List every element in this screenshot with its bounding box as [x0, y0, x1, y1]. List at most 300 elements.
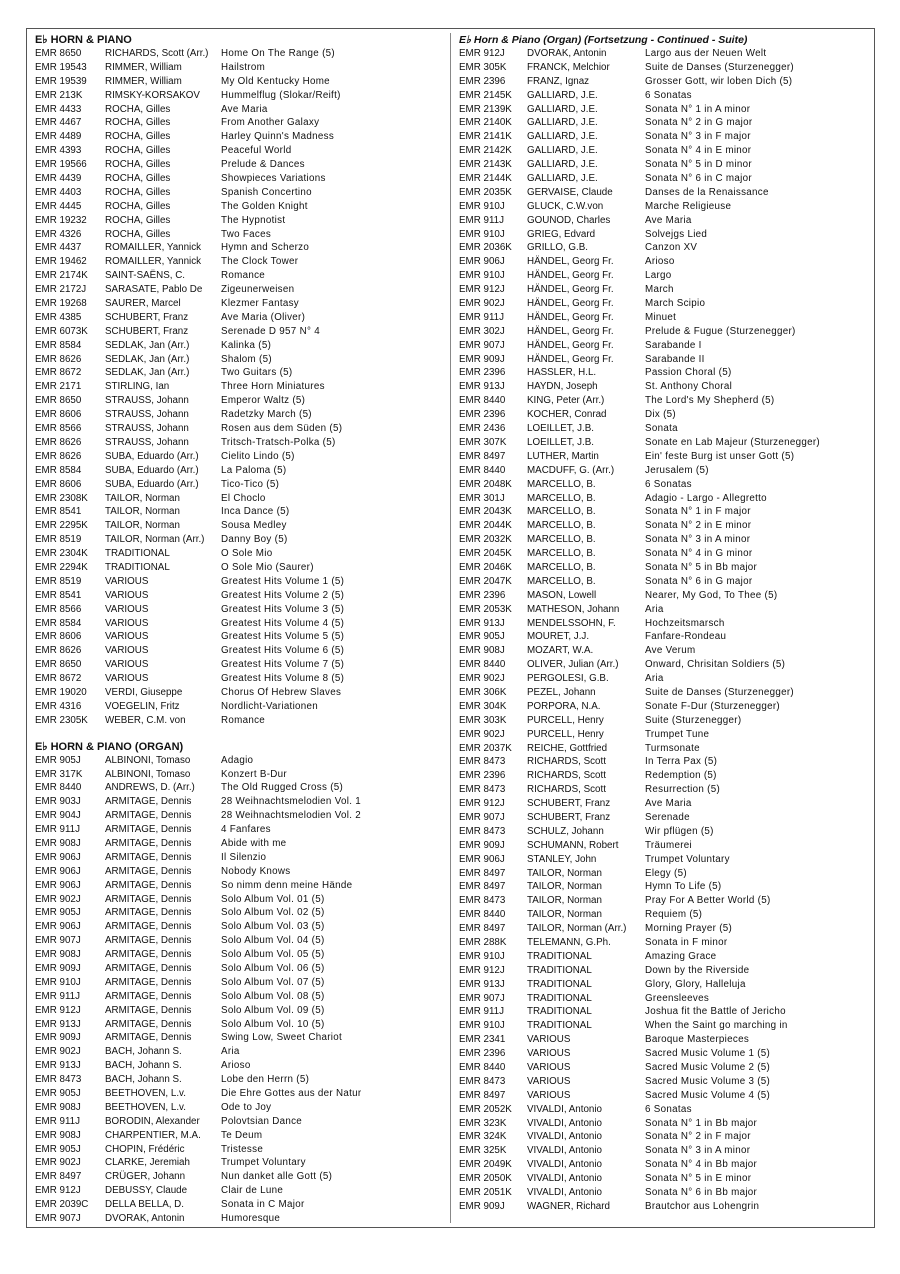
catalog-entry — [35, 630, 443, 644]
catalog-entry — [459, 1005, 869, 1019]
catalog-number: EMR 8626 — [35, 450, 82, 462]
catalog-entry — [35, 228, 443, 242]
work-title: Sacred Music Volume 4 (5) — [645, 1089, 771, 1101]
work-title: Requiem (5) — [645, 909, 703, 921]
catalog-entry — [35, 269, 443, 283]
composer-name: VIVALDI, Antonio — [527, 1131, 602, 1143]
catalog-number: EMR 910J — [459, 200, 505, 212]
catalog-number: EMR 8440 — [459, 464, 506, 476]
section-spacer — [35, 728, 443, 740]
composer-name: TAILOR, Norman — [527, 881, 602, 893]
work-title: 6 Sonatas — [645, 478, 692, 490]
work-title: Marche Religieuse — [645, 200, 732, 212]
composer-name: TAILOR, Norman — [527, 909, 602, 921]
catalog-entry — [35, 519, 443, 533]
catalog-number: EMR 905J — [35, 1143, 81, 1155]
work-title: Sonata N° 6 in Bb major — [645, 1187, 758, 1199]
catalog-number: EMR 2174K — [35, 270, 88, 282]
composer-name: VIVALDI, Antonio — [527, 1173, 602, 1185]
composer-name: FRANCK, Melchior — [527, 61, 610, 73]
composer-name: SARASATE, Pablo De — [105, 284, 203, 296]
composer-name: SCHUBERT, Franz — [527, 811, 611, 823]
catalog-entry — [35, 851, 443, 865]
work-title: Aria — [221, 1046, 240, 1058]
catalog-number: EMR 2051K — [459, 1187, 512, 1199]
composer-name: CHARPENTIER, M.A. — [105, 1129, 201, 1141]
work-title: My Old Kentucky Home — [221, 75, 330, 87]
work-title: Two Guitars (5) — [221, 367, 293, 379]
catalog-entry — [459, 658, 869, 672]
catalog-entry — [35, 879, 443, 893]
work-title: Hymn To Life (5) — [645, 881, 722, 893]
catalog-entry — [35, 700, 443, 714]
catalog-number: EMR 4326 — [35, 228, 82, 240]
composer-name: GALLIARD, J.E. — [527, 89, 598, 101]
catalog-number: EMR 8497 — [459, 1089, 506, 1101]
work-title: Humoresque — [221, 1213, 281, 1225]
work-title: St. Anthony Choral — [645, 381, 733, 393]
work-title: Redemption (5) — [645, 770, 717, 782]
composer-name: KOCHER, Conrad — [527, 409, 607, 421]
work-title: Aria — [645, 603, 664, 615]
composer-name: HÄNDEL, Georg Fr. — [527, 353, 614, 365]
catalog-entry — [35, 533, 443, 547]
catalog-entry — [459, 214, 869, 228]
catalog-number: EMR 4439 — [35, 173, 82, 185]
work-title: Die Ehre Gottes aus der Natur — [221, 1088, 362, 1100]
catalog-number: EMR 4467 — [35, 117, 82, 129]
catalog-entry — [459, 908, 869, 922]
catalog-number: EMR 8626 — [35, 645, 82, 657]
catalog-entry — [459, 992, 869, 1006]
catalog-number: EMR 19566 — [35, 159, 87, 171]
catalog-entry — [35, 1045, 443, 1059]
composer-name: SEDLAK, Jan (Arr.) — [105, 353, 190, 365]
work-title: Solo Album Vol. 09 (5) — [221, 1004, 325, 1016]
catalog-number: EMR 910J — [459, 270, 505, 282]
catalog-number: EMR 909J — [35, 963, 81, 974]
composer-name: PORPORA, N.A. — [527, 700, 601, 712]
catalog-number: EMR 4403 — [35, 186, 82, 198]
work-title: Sonata N° 2 in F major — [645, 1131, 751, 1143]
catalog-entry — [35, 1170, 443, 1184]
catalog-entry — [35, 130, 443, 144]
catalog-number: EMR 8440 — [459, 659, 506, 671]
work-title: Emperor Waltz (5) — [221, 395, 306, 407]
composer-name: RICHARDS, Scott — [527, 784, 606, 796]
catalog-entry — [459, 575, 869, 589]
composer-name: GOUNOD, Charles — [527, 214, 611, 226]
catalog-number: EMR 8606 — [35, 478, 82, 490]
composer-name: TAILOR, Norman (Arr.) — [105, 534, 205, 546]
catalog-entry — [35, 200, 443, 214]
catalog-number: EMR 905J — [35, 1088, 81, 1100]
composer-name: ARMITAGE, Dennis — [105, 1004, 192, 1016]
catalog-entry — [459, 1089, 869, 1103]
work-title: La Paloma (5) — [221, 464, 287, 476]
composer-name: OLIVER, Julian (Arr.) — [527, 659, 619, 671]
catalog-number: EMR 912J — [459, 284, 505, 296]
catalog-entry — [459, 269, 869, 283]
catalog-entry — [459, 366, 869, 380]
work-title: Greatest Hits Volume 7 (5) — [221, 659, 345, 671]
catalog-entry — [459, 964, 869, 978]
work-title: So nimm denn meine Hände — [221, 879, 353, 891]
catalog-number: EMR 2172J — [35, 284, 87, 296]
catalog-entry — [35, 311, 443, 325]
catalog-number: EMR 301J — [459, 492, 505, 504]
work-title: Sonata N° 4 in Bb major — [645, 1159, 758, 1171]
work-title: Sonata N° 1 in F major — [645, 506, 751, 518]
composer-name: MARCELLO, B. — [527, 561, 596, 573]
composer-name: ARMITAGE, Dennis — [105, 963, 192, 974]
composer-name: TAILOR, Norman — [527, 867, 602, 879]
composer-name: ROCHA, Gilles — [105, 103, 171, 115]
catalog-entry — [459, 1019, 869, 1033]
work-title: Abide with me — [221, 837, 287, 849]
composer-name: SUBA, Eduardo (Arr.) — [105, 450, 199, 462]
catalog-number: EMR 19232 — [35, 214, 87, 226]
work-title: Solo Album Vol. 04 (5) — [221, 935, 325, 947]
catalog-entry — [459, 1172, 869, 1186]
catalog-entry — [35, 214, 443, 228]
left-column — [35, 33, 443, 1226]
catalog-entry — [459, 797, 869, 811]
catalog-number: EMR 8497 — [459, 881, 506, 893]
work-title: Träumerei — [645, 839, 692, 851]
catalog-number: EMR 4433 — [35, 103, 82, 115]
catalog-entry — [459, 533, 869, 547]
catalog-entry — [459, 561, 869, 575]
work-title: Sonata N° 5 in D minor — [645, 159, 752, 171]
catalog-entry — [35, 144, 443, 158]
composer-name: ARMITAGE, Dennis — [105, 935, 192, 947]
catalog-number: EMR 902J — [35, 893, 81, 905]
work-title: Down by the Riverside — [645, 964, 750, 976]
catalog-entry — [35, 1087, 443, 1101]
catalog-number: EMR 912J — [459, 48, 505, 59]
catalog-number: EMR 2044K — [459, 520, 512, 532]
work-title: Baroque Masterpieces — [645, 1034, 750, 1046]
composer-name: VARIOUS — [105, 631, 149, 643]
work-title: Sonate F-Dur (Sturzenegger) — [645, 700, 780, 712]
work-title: Tritsch-Tratsch-Polka (5) — [221, 436, 336, 448]
catalog-entry — [35, 962, 443, 976]
catalog-number: EMR 902J — [459, 673, 505, 685]
catalog-number: EMR 8541 — [35, 506, 82, 518]
catalog-number: EMR 910J — [459, 1020, 505, 1032]
composer-name: BACH, Johann S. — [105, 1074, 182, 1086]
composer-name: ARMITAGE, Dennis — [105, 990, 192, 1002]
work-title: 28 Weihnachtsmelodien Vol. 1 — [221, 796, 362, 808]
catalog-entry — [35, 754, 443, 768]
catalog-number: EMR 908J — [35, 949, 81, 961]
catalog-number: EMR 911J — [35, 990, 81, 1002]
work-title: Trumpet Tune — [645, 728, 710, 740]
catalog-entry — [459, 686, 869, 700]
catalog-number: EMR 213K — [35, 89, 83, 101]
composer-name: MARCELLO, B. — [527, 506, 596, 518]
work-title: Hochzeitsmarsch — [645, 617, 725, 629]
composer-name: VIVALDI, Antonio — [527, 1117, 602, 1129]
catalog-entry — [459, 603, 869, 617]
work-title: Inca Dance (5) — [221, 506, 290, 518]
catalog-entry — [459, 61, 869, 75]
catalog-number: EMR 8626 — [35, 353, 82, 365]
work-title: Chorus Of Hebrew Slaves — [221, 686, 342, 698]
catalog-entry — [35, 990, 443, 1004]
catalog-entry — [35, 1184, 443, 1198]
composer-name: DVORAK, Antonin — [527, 48, 607, 59]
catalog-number: EMR 8584 — [35, 617, 82, 629]
catalog-number: EMR 2039C — [35, 1199, 89, 1211]
work-title: Hailstrom — [221, 61, 266, 73]
work-title: The Old Rugged Cross (5) — [221, 782, 344, 794]
composer-name: REICHE, Gottfried — [527, 742, 608, 754]
composer-name: VARIOUS — [105, 659, 149, 671]
section-heading: E♭ Horn & Piano (Organ) (Fortsetzung - Continued - Suite) — [459, 34, 748, 46]
catalog-number: EMR 2396 — [459, 1048, 506, 1060]
catalog-number: EMR 910J — [459, 950, 505, 962]
work-title: Zigeunerweisen — [221, 284, 295, 296]
work-title: Lobe den Herrn (5) — [221, 1074, 310, 1086]
work-title: Peaceful World — [221, 145, 292, 157]
catalog-entry — [35, 865, 443, 879]
catalog-entry — [459, 769, 869, 783]
catalog-number: EMR 8606 — [35, 631, 82, 643]
catalog-entry — [459, 422, 869, 436]
catalog-entry — [35, 1018, 443, 1032]
composer-name: RICHARDS, Scott — [527, 756, 606, 768]
catalog-number: EMR 904J — [35, 810, 81, 822]
work-title: When the Saint go marching in — [645, 1020, 788, 1032]
work-title: Prelude & Fugue (Sturzenegger) — [645, 325, 796, 337]
catalog-entry — [459, 89, 869, 103]
work-title: Sonata N° 4 in G minor — [645, 548, 753, 560]
catalog-entry — [459, 1075, 869, 1089]
composer-name: MOZART, W.A. — [527, 645, 594, 657]
composer-name: TAILOR, Norman — [105, 492, 180, 504]
composer-name: ARMITAGE, Dennis — [105, 949, 192, 961]
catalog-number: EMR 8584 — [35, 339, 82, 351]
work-title: Solvejgs Lied — [645, 228, 708, 240]
catalog-number: EMR 905J — [35, 754, 81, 766]
catalog-entry — [459, 880, 869, 894]
catalog-entry — [459, 492, 869, 506]
work-title: In Terra Pax (5) — [645, 756, 718, 768]
work-title: Ave Verum — [645, 645, 696, 657]
composer-name: RICHARDS, Scott (Arr.) — [105, 48, 209, 59]
composer-name: PURCELL, Henry — [527, 728, 604, 740]
composer-name: ROCHA, Gilles — [105, 200, 171, 212]
catalog-entry — [459, 325, 869, 339]
work-title: Sarabande I — [645, 339, 702, 351]
composer-name: ROCHA, Gilles — [105, 173, 171, 185]
composer-name: TRADITIONAL — [527, 950, 592, 962]
catalog-number: EMR 902J — [35, 1157, 81, 1169]
catalog-number: EMR 2043K — [459, 506, 512, 518]
catalog-number: EMR 911J — [459, 1006, 505, 1018]
catalog-number: EMR 4316 — [35, 700, 82, 712]
catalog-number: EMR 906J — [35, 851, 81, 863]
composer-name: GALLIARD, J.E. — [527, 145, 598, 157]
composer-name: HÄNDEL, Georg Fr. — [527, 298, 614, 310]
composer-name: ARMITAGE, Dennis — [105, 837, 192, 849]
work-title: Greatest Hits Volume 4 (5) — [221, 617, 345, 629]
catalog-entry — [459, 241, 869, 255]
work-title: Danses de la Renaissance — [645, 186, 769, 198]
composer-name: BACH, Johann S. — [105, 1046, 182, 1058]
catalog-entry — [35, 89, 443, 103]
work-title: Solo Album Vol. 10 (5) — [221, 1018, 325, 1030]
catalog-number: EMR 19268 — [35, 298, 87, 310]
catalog-entry — [35, 505, 443, 519]
composer-name: ROCHA, Gilles — [105, 228, 171, 240]
catalog-entry — [35, 422, 443, 436]
composer-name: VARIOUS — [527, 1075, 571, 1087]
work-title: Sonata — [645, 423, 678, 435]
composer-name: ARMITAGE, Dennis — [105, 865, 192, 877]
work-title: Three Horn Miniatures — [221, 381, 325, 393]
composer-name: SEDLAK, Jan (Arr.) — [105, 339, 190, 351]
composer-name: HASSLER, H.L. — [527, 367, 597, 379]
work-title: Turmsonate — [645, 742, 700, 754]
work-title: Sonata N° 5 in Bb major — [645, 561, 758, 573]
composer-name: BEETHOVEN, L.v. — [105, 1101, 186, 1113]
composer-name: SUBA, Eduardo (Arr.) — [105, 464, 199, 476]
catalog-entry — [459, 353, 869, 367]
catalog-entry — [35, 547, 443, 561]
work-title: Nordlicht-Variationen — [221, 700, 319, 712]
work-title: 28 Weihnachtsmelodien Vol. 2 — [221, 810, 362, 822]
work-title: Greatest Hits Volume 5 (5) — [221, 631, 345, 643]
catalog-number: EMR 288K — [459, 937, 507, 948]
work-title: Sonata N° 2 in E minor — [645, 520, 752, 532]
catalog-number: EMR 2142K — [459, 145, 512, 157]
catalog-number: EMR 303K — [459, 714, 507, 726]
work-title: Ein' feste Burg ist unser Gott (5) — [645, 450, 795, 462]
catalog-number: EMR 906J — [459, 853, 505, 865]
catalog-number: EMR 912J — [35, 1004, 81, 1016]
work-title: Sonate en Lab Majeur (Sturzenegger) — [645, 436, 820, 448]
catalog-number: EMR 910J — [35, 976, 81, 988]
catalog-entry — [35, 116, 443, 130]
composer-name: ARMITAGE, Dennis — [105, 921, 192, 933]
catalog-number: EMR 913J — [35, 1060, 81, 1072]
composer-name: DVORAK, Antonin — [105, 1213, 185, 1225]
composer-name: HÄNDEL, Georg Fr. — [527, 270, 614, 282]
work-title: Danny Boy (5) — [221, 534, 288, 546]
catalog-number: EMR 4489 — [35, 131, 82, 143]
work-title: Passion Choral (5) — [645, 367, 732, 379]
catalog-number: EMR 8497 — [459, 450, 506, 462]
catalog-number: EMR 913J — [459, 381, 505, 393]
catalog-number: EMR 2047K — [459, 575, 512, 587]
catalog-entry — [35, 1212, 443, 1226]
catalog-entry — [35, 47, 443, 61]
work-title: Serenade — [645, 811, 690, 823]
work-title: Pray For A Better World (5) — [645, 895, 771, 907]
work-title: 6 Sonatas — [645, 89, 692, 101]
catalog-number: EMR 2036K — [459, 242, 512, 254]
work-title: Sonata N° 3 in F major — [645, 131, 751, 143]
catalog-entry — [459, 714, 869, 728]
catalog-entry — [35, 1115, 443, 1129]
catalog-entry — [459, 894, 869, 908]
catalog-entry — [35, 186, 443, 200]
catalog-number: EMR 2436 — [459, 423, 506, 435]
catalog-entry — [459, 75, 869, 89]
work-title: Greensleeves — [645, 992, 710, 1004]
catalog-number: EMR 907J — [459, 811, 505, 823]
composer-name: GALLIARD, J.E. — [527, 103, 598, 115]
work-title: Sonata N° 4 in E minor — [645, 145, 752, 157]
work-title: Suite de Danses (Sturzenegger) — [645, 61, 794, 73]
catalog-number: EMR 908J — [459, 645, 505, 657]
catalog-number: EMR 913J — [459, 978, 505, 990]
work-title: Aria — [645, 673, 664, 685]
catalog-number: EMR 911J — [459, 311, 505, 323]
catalog-entry — [35, 297, 443, 311]
catalog-number: EMR 8672 — [35, 673, 82, 685]
work-title: Resurrection (5) — [645, 784, 721, 796]
catalog-entry — [459, 547, 869, 561]
work-title: Solo Album Vol. 08 (5) — [221, 990, 325, 1002]
catalog-entry — [35, 672, 443, 686]
work-title: Nun danket alle Gott (5) — [221, 1171, 333, 1183]
catalog-entry — [35, 241, 443, 255]
catalog-number: EMR 2295K — [35, 520, 88, 532]
catalog-entry — [459, 728, 869, 742]
composer-name: TRADITIONAL — [105, 561, 170, 573]
catalog-number: EMR 323K — [459, 1117, 507, 1129]
catalog-entry — [459, 116, 869, 130]
work-title: Suite (Sturzenegger) — [645, 714, 742, 726]
catalog-entry — [35, 1198, 443, 1212]
work-title: Solo Album Vol. 05 (5) — [221, 949, 325, 961]
catalog-number: EMR 2045K — [459, 548, 512, 560]
composer-name: VARIOUS — [527, 1034, 571, 1046]
work-title: Greatest Hits Volume 3 (5) — [221, 603, 345, 615]
catalog-number: EMR 2396 — [459, 770, 506, 782]
work-title: Ave Maria (Oliver) — [221, 311, 306, 323]
composer-name: VARIOUS — [527, 1048, 571, 1060]
catalog-entry — [459, 283, 869, 297]
work-title: Cielito Lindo (5) — [221, 450, 295, 462]
work-title: Solo Album Vol. 01 (5) — [221, 893, 325, 905]
catalog-number: EMR 8566 — [35, 603, 82, 615]
composer-name: SUBA, Eduardo (Arr.) — [105, 478, 199, 490]
work-title: Greatest Hits Volume 6 (5) — [221, 645, 345, 657]
work-title: Trumpet Voluntary — [645, 853, 730, 865]
catalog-number: EMR 8606 — [35, 409, 82, 421]
work-title: Sonata N° 5 in E minor — [645, 1173, 752, 1185]
catalog-entry — [35, 1004, 443, 1018]
catalog-entry — [459, 408, 869, 422]
composer-name: BEETHOVEN, L.v. — [105, 1088, 186, 1100]
catalog-entry — [459, 1033, 869, 1047]
work-title: March — [645, 284, 674, 296]
catalog-number: EMR 8440 — [459, 909, 506, 921]
work-title: Sacred Music Volume 2 (5) — [645, 1062, 771, 1074]
work-title: Solo Album Vol. 03 (5) — [221, 921, 325, 933]
catalog-number: EMR 2396 — [459, 409, 506, 421]
catalog-entry — [35, 1143, 443, 1157]
composer-name: VERDI, Giuseppe — [105, 686, 183, 698]
catalog-number: EMR 2140K — [459, 117, 512, 129]
work-title: Glory, Glory, Halleluja — [645, 978, 746, 990]
catalog-entry — [35, 644, 443, 658]
